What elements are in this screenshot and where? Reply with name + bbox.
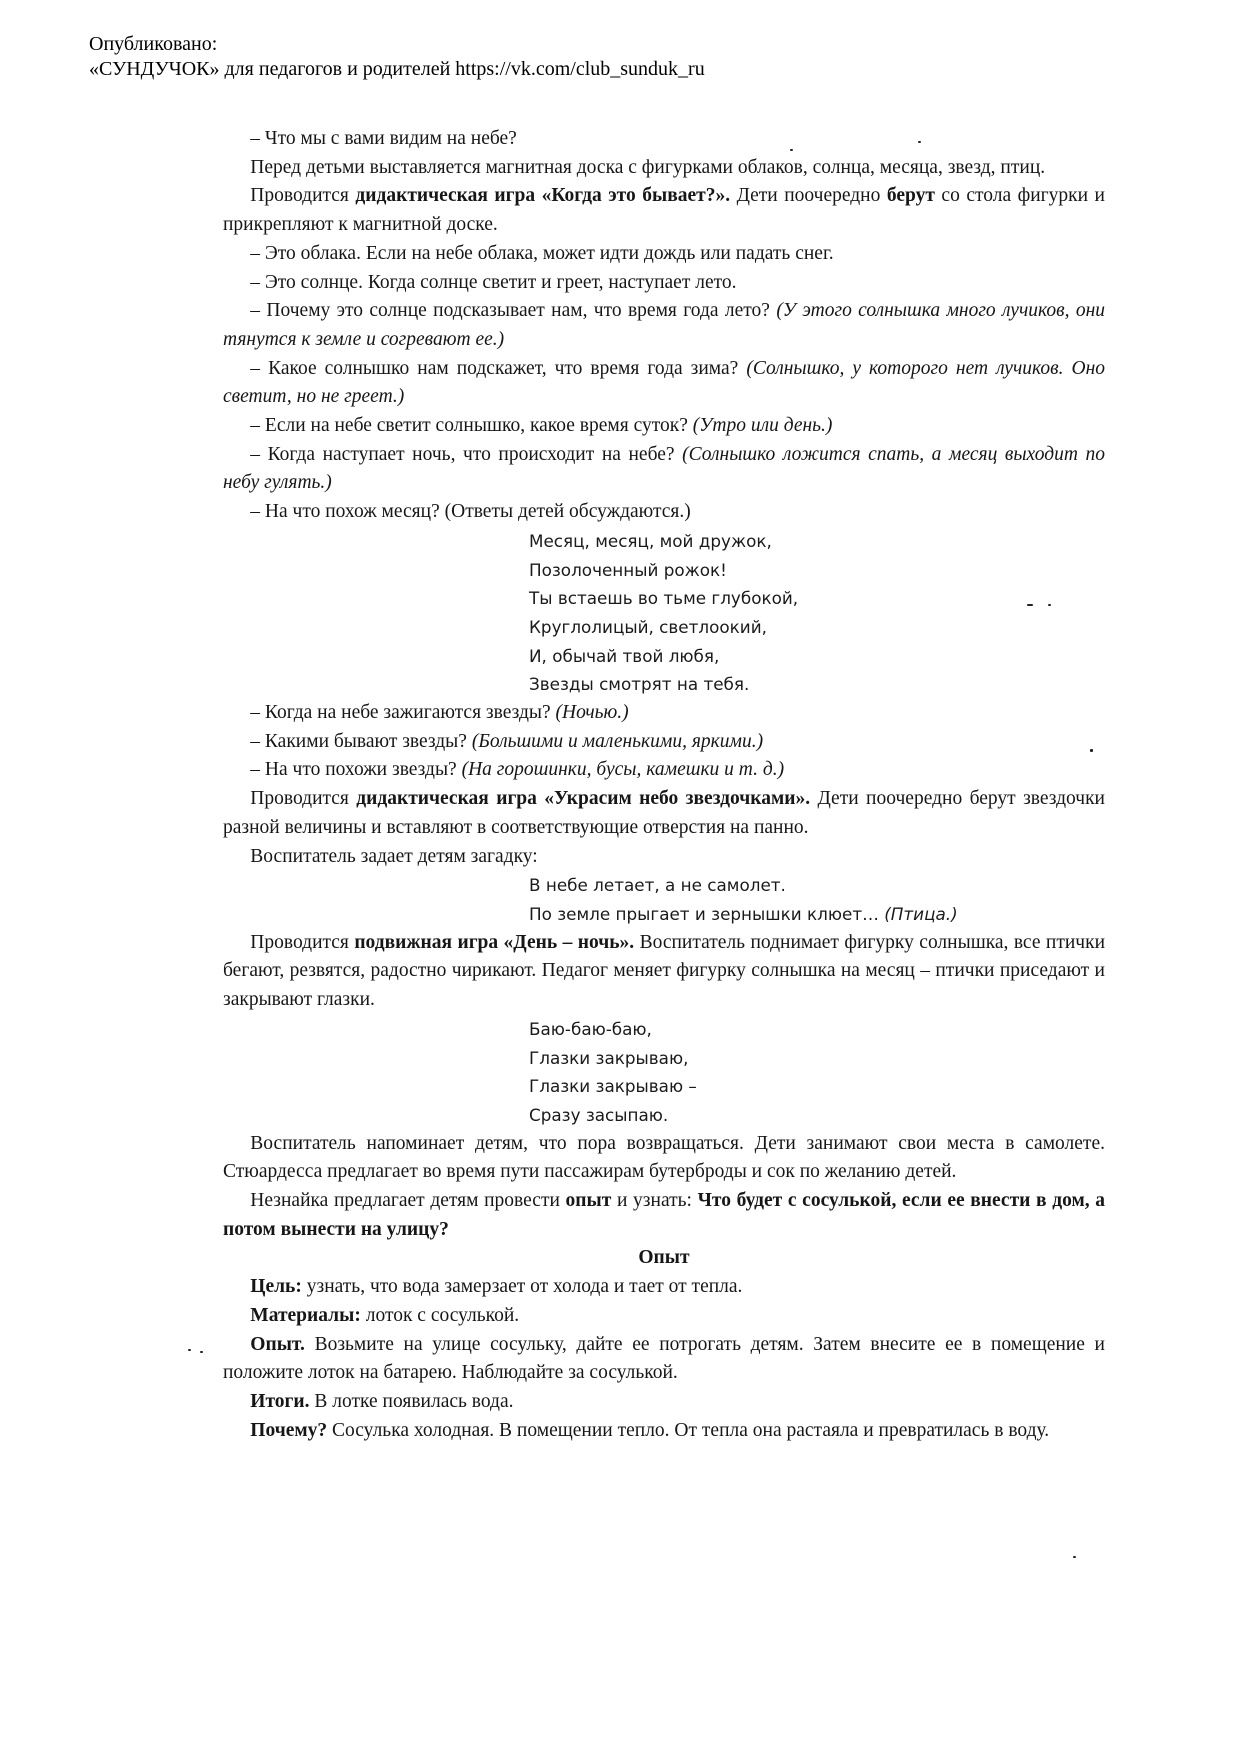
poem-line: Месяц, месяц, мой дружок, <box>529 530 772 551</box>
paragraph-stars-kind <box>223 728 1105 757</box>
riddle-text: По земле прыгает и зернышки клюет… <box>529 903 885 924</box>
results-label: Итоги. <box>250 1390 310 1412</box>
answer-text: (На горошинки, бусы, камешки и т. д.) <box>461 759 785 781</box>
header-source-line: «СУНДУЧОК» для педагогов и родителей https://vk.com/club_sunduk_ru <box>89 58 705 80</box>
scan-speck <box>1027 604 1033 606</box>
paragraph-experiment-intro <box>223 1187 1105 1244</box>
paragraph-winter-sun <box>223 355 1105 412</box>
game-title-day-night: подвижная игра «День – ночь». <box>354 931 635 953</box>
header-published-label: Опубликовано: <box>89 33 218 55</box>
poem-line: Круглолицый, светлоокий, <box>529 616 767 637</box>
answer-text: (Солнышко ложится спать, а месяц выходит по небу гулять.) <box>223 443 1105 494</box>
section-heading-experiment: Опыт <box>638 1247 690 1269</box>
results-text: В лотке появилась вода. <box>309 1390 514 1412</box>
publication-header <box>89 32 705 82</box>
scan-speck <box>790 149 793 151</box>
materials-label: Материалы: <box>250 1304 361 1326</box>
poem-line: И, обычай твой любя, <box>529 645 720 666</box>
paragraph-results <box>223 1388 1105 1417</box>
text-run: Незнайка предлагает детям провести <box>250 1190 566 1212</box>
paragraph-magnetic-board: Перед детьми выставляется магнитная доска с фигурками облаков, солнца, месяца, звезд, птиц. <box>250 156 1046 178</box>
question-text: – Какими бывают звезды? <box>250 730 472 752</box>
text-run: Проводится <box>250 185 356 207</box>
riddle-line: В небе летает, а не самолет. <box>529 875 786 896</box>
poem-line: Ты встаешь во тьме глубокой, <box>529 588 799 609</box>
experiment-text: Возьмите на улице сосульку, дайте ее потрогать детям. Затем внесите ее в помещение и положите лоток на батарею. Наблюдайте за сосулькой. <box>223 1333 1105 1384</box>
answer-text: (Солнышко, у которого нет лучиков. Оно светит, но не греет.) <box>223 357 1106 408</box>
question-text: – Когда на небе зажигаются звезды? <box>250 702 556 724</box>
paragraph-summer-sun <box>223 297 1105 354</box>
text-run-bold: берут <box>886 185 935 207</box>
poem-line: Позолоченный рожок! <box>529 559 727 580</box>
question-text: – На что похожи звезды? <box>250 759 462 781</box>
paragraph-game-day-night <box>223 929 1105 1015</box>
paragraph-question-sky: – Что мы с вами видим на небе? <box>250 128 517 149</box>
paragraph-stars-when <box>223 699 1105 728</box>
paragraph-game-stars <box>223 785 1105 842</box>
paragraph-game-when <box>223 182 1105 239</box>
text-run: со стола фигурки и прикрепляют к магнитной доске. <box>223 185 1105 236</box>
question-text: – Когда наступает ночь, что происходит на небе? <box>250 443 683 465</box>
question-text: – Почему это солнце подсказывает нам, что время года лето? <box>250 300 777 322</box>
goal-text: узнать, что вода замерзает от холода и тает от тепла. <box>301 1276 743 1298</box>
answer-text: (У этого солнышка много лучиков, они тянутся к земле и согревают ее.) <box>223 300 1105 350</box>
question-text: – Если на небе светит солнышко, какое время суток? <box>250 415 693 437</box>
paragraph-return: Воспитатель напоминает детям, что пора возвращаться. Дети занимают свои места в самолете. Стюардесса предлагает во время пути пассажирам бутерброды и сок по желанию детей. <box>223 1132 1105 1183</box>
experiment-question: Что будет с сосулькой, если ее внести в дом, а потом вынести на улицу? <box>223 1190 1105 1240</box>
paragraph-materials <box>223 1302 1105 1331</box>
poem-line: Сразу засыпаю. <box>529 1104 669 1125</box>
text-run: Проводится <box>250 788 357 810</box>
game-title-stars: дидактическая игра «Украсим небо звездочками». <box>356 788 811 810</box>
paragraph-sun: – Это солнце. Когда солнце светит и греет, наступает лето. <box>250 271 737 293</box>
paragraph-experiment <box>223 1331 1105 1388</box>
riddle-line <box>529 900 1105 929</box>
paragraph-stars-like <box>223 756 1105 785</box>
goal-label: Цель: <box>250 1276 302 1298</box>
experiment-label: Опыт. <box>250 1333 305 1355</box>
paragraph-clouds: – Это облака. Если на небе облака, может идти дождь или падать снег. <box>250 242 834 264</box>
answer-text: (Ночью.) <box>555 702 629 724</box>
answer-text: (Большими и маленькими, яркими.) <box>471 730 764 752</box>
why-label: Почему? <box>250 1419 328 1441</box>
text-run: Проводится <box>250 931 355 953</box>
scan-speck <box>918 141 921 143</box>
paragraph-riddle-intro: Воспитатель задает детям загадку: <box>250 845 538 867</box>
scan-speck <box>188 1349 191 1351</box>
paragraph-why <box>223 1417 1105 1446</box>
scan-speck <box>200 1351 203 1353</box>
riddle-answer: (Птица.) <box>884 903 958 924</box>
scan-speck <box>1048 604 1051 606</box>
poem-lullaby <box>223 1015 1105 1130</box>
text-run: Дети поочередно <box>730 185 887 207</box>
paragraph-night <box>223 441 1105 498</box>
text-run-bold: опыт <box>565 1190 612 1212</box>
paragraph-time-of-day <box>223 412 1105 441</box>
poem-moon <box>223 527 1105 699</box>
question-text: – Какое солнышко нам подскажет, что время года зима? <box>250 357 747 379</box>
riddle <box>223 871 1105 928</box>
poem-line: Баю-баю-баю, <box>529 1018 652 1039</box>
text-run: Дети поочередно берут звездочки разной величины и вставляют в соответствующие отверстия на панно. <box>223 788 1105 838</box>
paragraph-goal <box>223 1273 1105 1302</box>
poem-line: Глазки закрываю, <box>529 1047 689 1068</box>
why-text: Сосулька холодная. В помещении тепло. От тепла она растаяла и превратилась в воду. <box>327 1419 1050 1441</box>
paragraph-moon-question: – На что похож месяц? (Ответы детей обсуждаются.) <box>250 501 691 523</box>
text-run: Воспитатель поднимает фигурку солнышка, все птички бегают, резвятся, радостно чирикают. Педагог меняет фигурку солнышка на месяц – птички приседают и закрывают глазки. <box>223 931 1106 1011</box>
poem-line: Глазки закрываю – <box>529 1076 697 1097</box>
game-title-when: дидактическая игра «Когда это бывает?». <box>355 185 731 207</box>
document-body <box>223 125 1105 1445</box>
poem-line: Звезды смотрят на тебя. <box>529 674 750 695</box>
scan-speck <box>1090 749 1093 752</box>
materials-text: лоток с сосулькой. <box>360 1304 520 1326</box>
answer-text: (Утро или день.) <box>692 415 833 437</box>
text-run: и узнать: <box>611 1190 698 1212</box>
scan-speck <box>1073 1556 1076 1558</box>
